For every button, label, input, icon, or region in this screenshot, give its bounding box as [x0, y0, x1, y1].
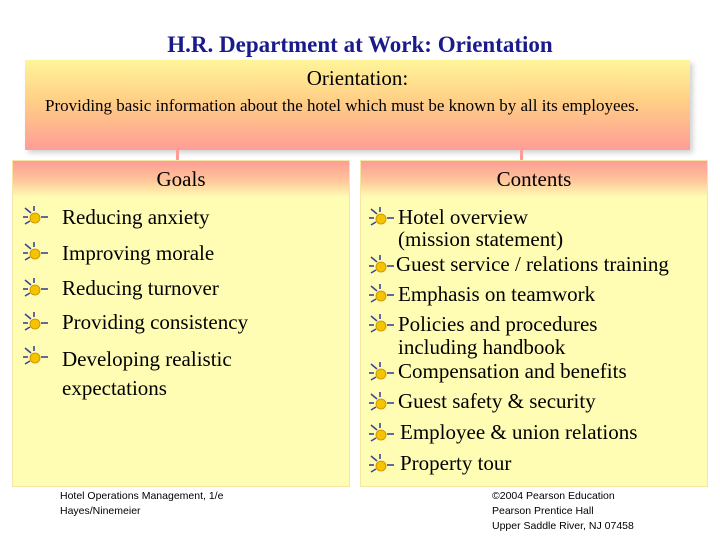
page-title: H.R. Department at Work: Orientation: [167, 32, 553, 57]
sun-bullet-icon: [367, 422, 395, 442]
sun-bullet-icon: [21, 205, 49, 225]
sun-bullet-icon: [367, 313, 395, 333]
footer-right: [492, 489, 634, 534]
content-item: Hotel overview (mission statement): [398, 205, 564, 251]
footer-publisher: Pearson Prentice Hall: [492, 505, 594, 517]
sun-bullet-icon: [21, 311, 49, 331]
content-item: Guest service / relations training: [396, 252, 669, 276]
sun-bullet-icon: [21, 345, 49, 365]
content-item: Emphasis on teamwork: [398, 282, 596, 306]
content-item: Employee & union relations: [400, 420, 638, 444]
goal-item: Reducing turnover: [62, 276, 219, 300]
goal-item: Reducing anxiety: [62, 205, 210, 229]
sun-bullet-icon: [21, 277, 49, 297]
footer-book-title: Hotel Operations Management, 1/e: [60, 490, 224, 502]
orientation-box: [25, 60, 690, 150]
orientation-description: Providing basic information about the hotel which must be known by all its employees.: [45, 96, 639, 115]
sun-bullet-icon: [367, 361, 395, 381]
sun-bullet-icon: [367, 283, 395, 303]
goal-item: Providing consistency: [62, 310, 249, 334]
contents-heading: Contents: [361, 161, 707, 197]
content-item: Policies and procedures including handbook: [398, 312, 598, 359]
footer-authors: Hayes/Ninemeier: [60, 505, 141, 517]
content-item: Compensation and benefits: [398, 359, 627, 383]
sun-bullet-icon: [367, 206, 395, 226]
footer-address: Upper Saddle River, NJ 07458: [492, 520, 634, 532]
sun-bullet-icon: [367, 453, 395, 473]
goal-item: Improving morale: [62, 241, 215, 265]
sun-bullet-icon: [367, 391, 395, 411]
goals-heading: Goals: [13, 161, 349, 197]
sun-bullet-icon: [367, 254, 395, 274]
contents-panel: [360, 160, 708, 487]
goals-panel: [12, 160, 350, 487]
orientation-heading: Orientation:: [306, 66, 409, 90]
content-item: Property tour: [400, 451, 512, 475]
footer-copyright: ©2004 Pearson Education: [492, 490, 615, 502]
sun-bullet-icon: [21, 241, 49, 261]
goal-item: Developing realistic expectations: [62, 347, 232, 400]
footer-left: [60, 489, 223, 519]
content-item: Guest safety & security: [398, 389, 596, 413]
